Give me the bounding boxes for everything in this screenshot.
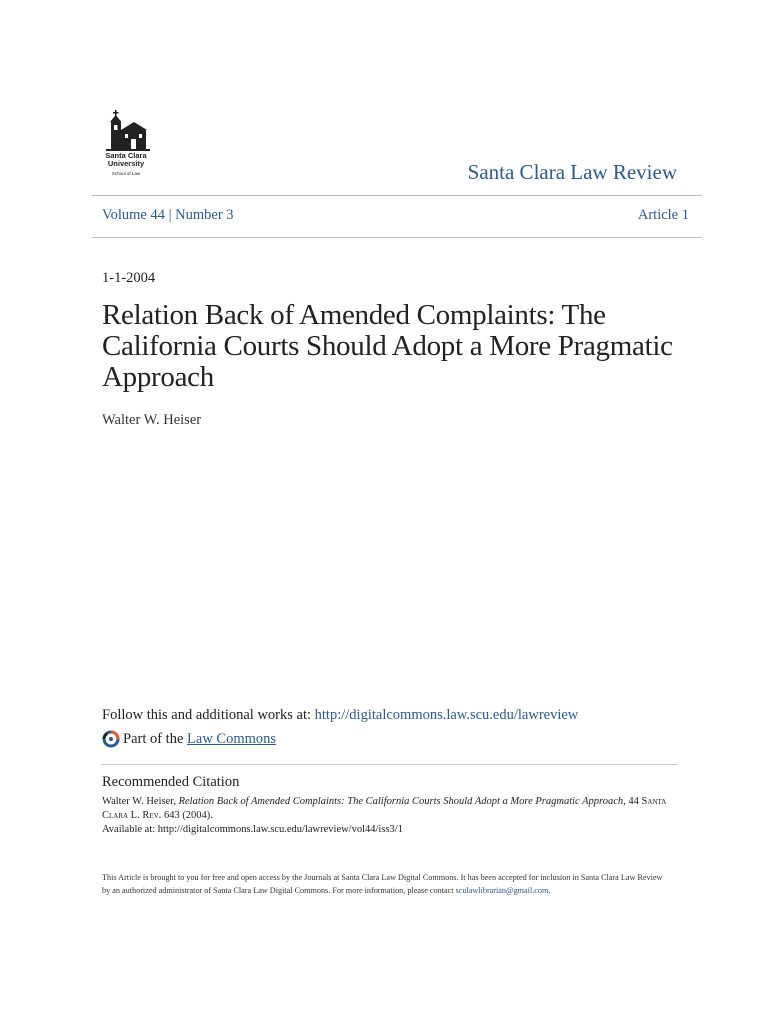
access-notice xyxy=(102,871,668,897)
access-notice-end: . xyxy=(548,886,551,895)
volume-separator: | xyxy=(168,207,172,223)
citation-journal: Santa Clara L. Rev. xyxy=(102,796,667,821)
logo-text-line3: School of Law xyxy=(111,171,141,176)
paper-title: Relation Back of Amended Complaints: The California Courts Should Adopt a More Pragmatic Approach xyxy=(102,299,673,393)
contact-email-link[interactable]: sculawlibrarian@gmail.com xyxy=(455,886,549,895)
citation-text xyxy=(102,795,668,837)
article-link[interactable]: Article 1 xyxy=(637,207,689,223)
publication-date: 1-1-2004 xyxy=(102,270,156,286)
volume-number xyxy=(102,207,234,224)
citation-available: Available at: http://digitalcommons.law.scu.edu/lawreview/vol44/iss3/1 xyxy=(102,824,403,835)
law-commons-link[interactable]: Law Commons xyxy=(187,730,277,747)
recommended-citation-heading: Recommended Citation xyxy=(102,774,240,790)
journal-title-link[interactable]: Santa Clara Law Review xyxy=(467,160,677,184)
citation-divider xyxy=(102,764,678,765)
citation-title: Relation Back of Amended Complaints: The California Courts Should Adopt a More Pragmatic Approach xyxy=(178,796,624,807)
part-of-line xyxy=(102,730,276,748)
number-link[interactable]: Number 3 xyxy=(175,207,234,223)
network-commons-icon xyxy=(102,730,120,748)
partof-label: Part of the xyxy=(123,730,188,747)
header-divider-bottom xyxy=(92,237,702,238)
citation-author: Walter W. Heiser, xyxy=(102,796,179,807)
access-notice-text: This Article is brought to you for free and open access by the Journals at Santa Clara Law Digital Commons. It has been accepted for inclusion in Santa Clara Law Review by an authorized administrator of Santa Clara Law Digital Commons. For more information, please contact xyxy=(102,873,663,895)
header-divider-top xyxy=(92,195,702,196)
citation-journal-pre: , 44 xyxy=(623,796,642,807)
follow-url-link[interactable]: http://digitalcommons.law.scu.edu/lawreview xyxy=(314,707,579,723)
logo-text-line2: University xyxy=(107,159,145,168)
paper-author: Walter W. Heiser xyxy=(102,412,202,428)
follow-line xyxy=(102,707,578,724)
mission-church-icon xyxy=(102,108,154,152)
volume-link[interactable]: Volume 44 xyxy=(102,207,165,223)
follow-label: Follow this and additional works at: xyxy=(102,707,315,723)
santa-clara-logo xyxy=(102,108,154,180)
logo-text-line1: Santa Clara xyxy=(105,151,147,160)
citation-journal-post: 643 (2004). xyxy=(161,810,213,821)
